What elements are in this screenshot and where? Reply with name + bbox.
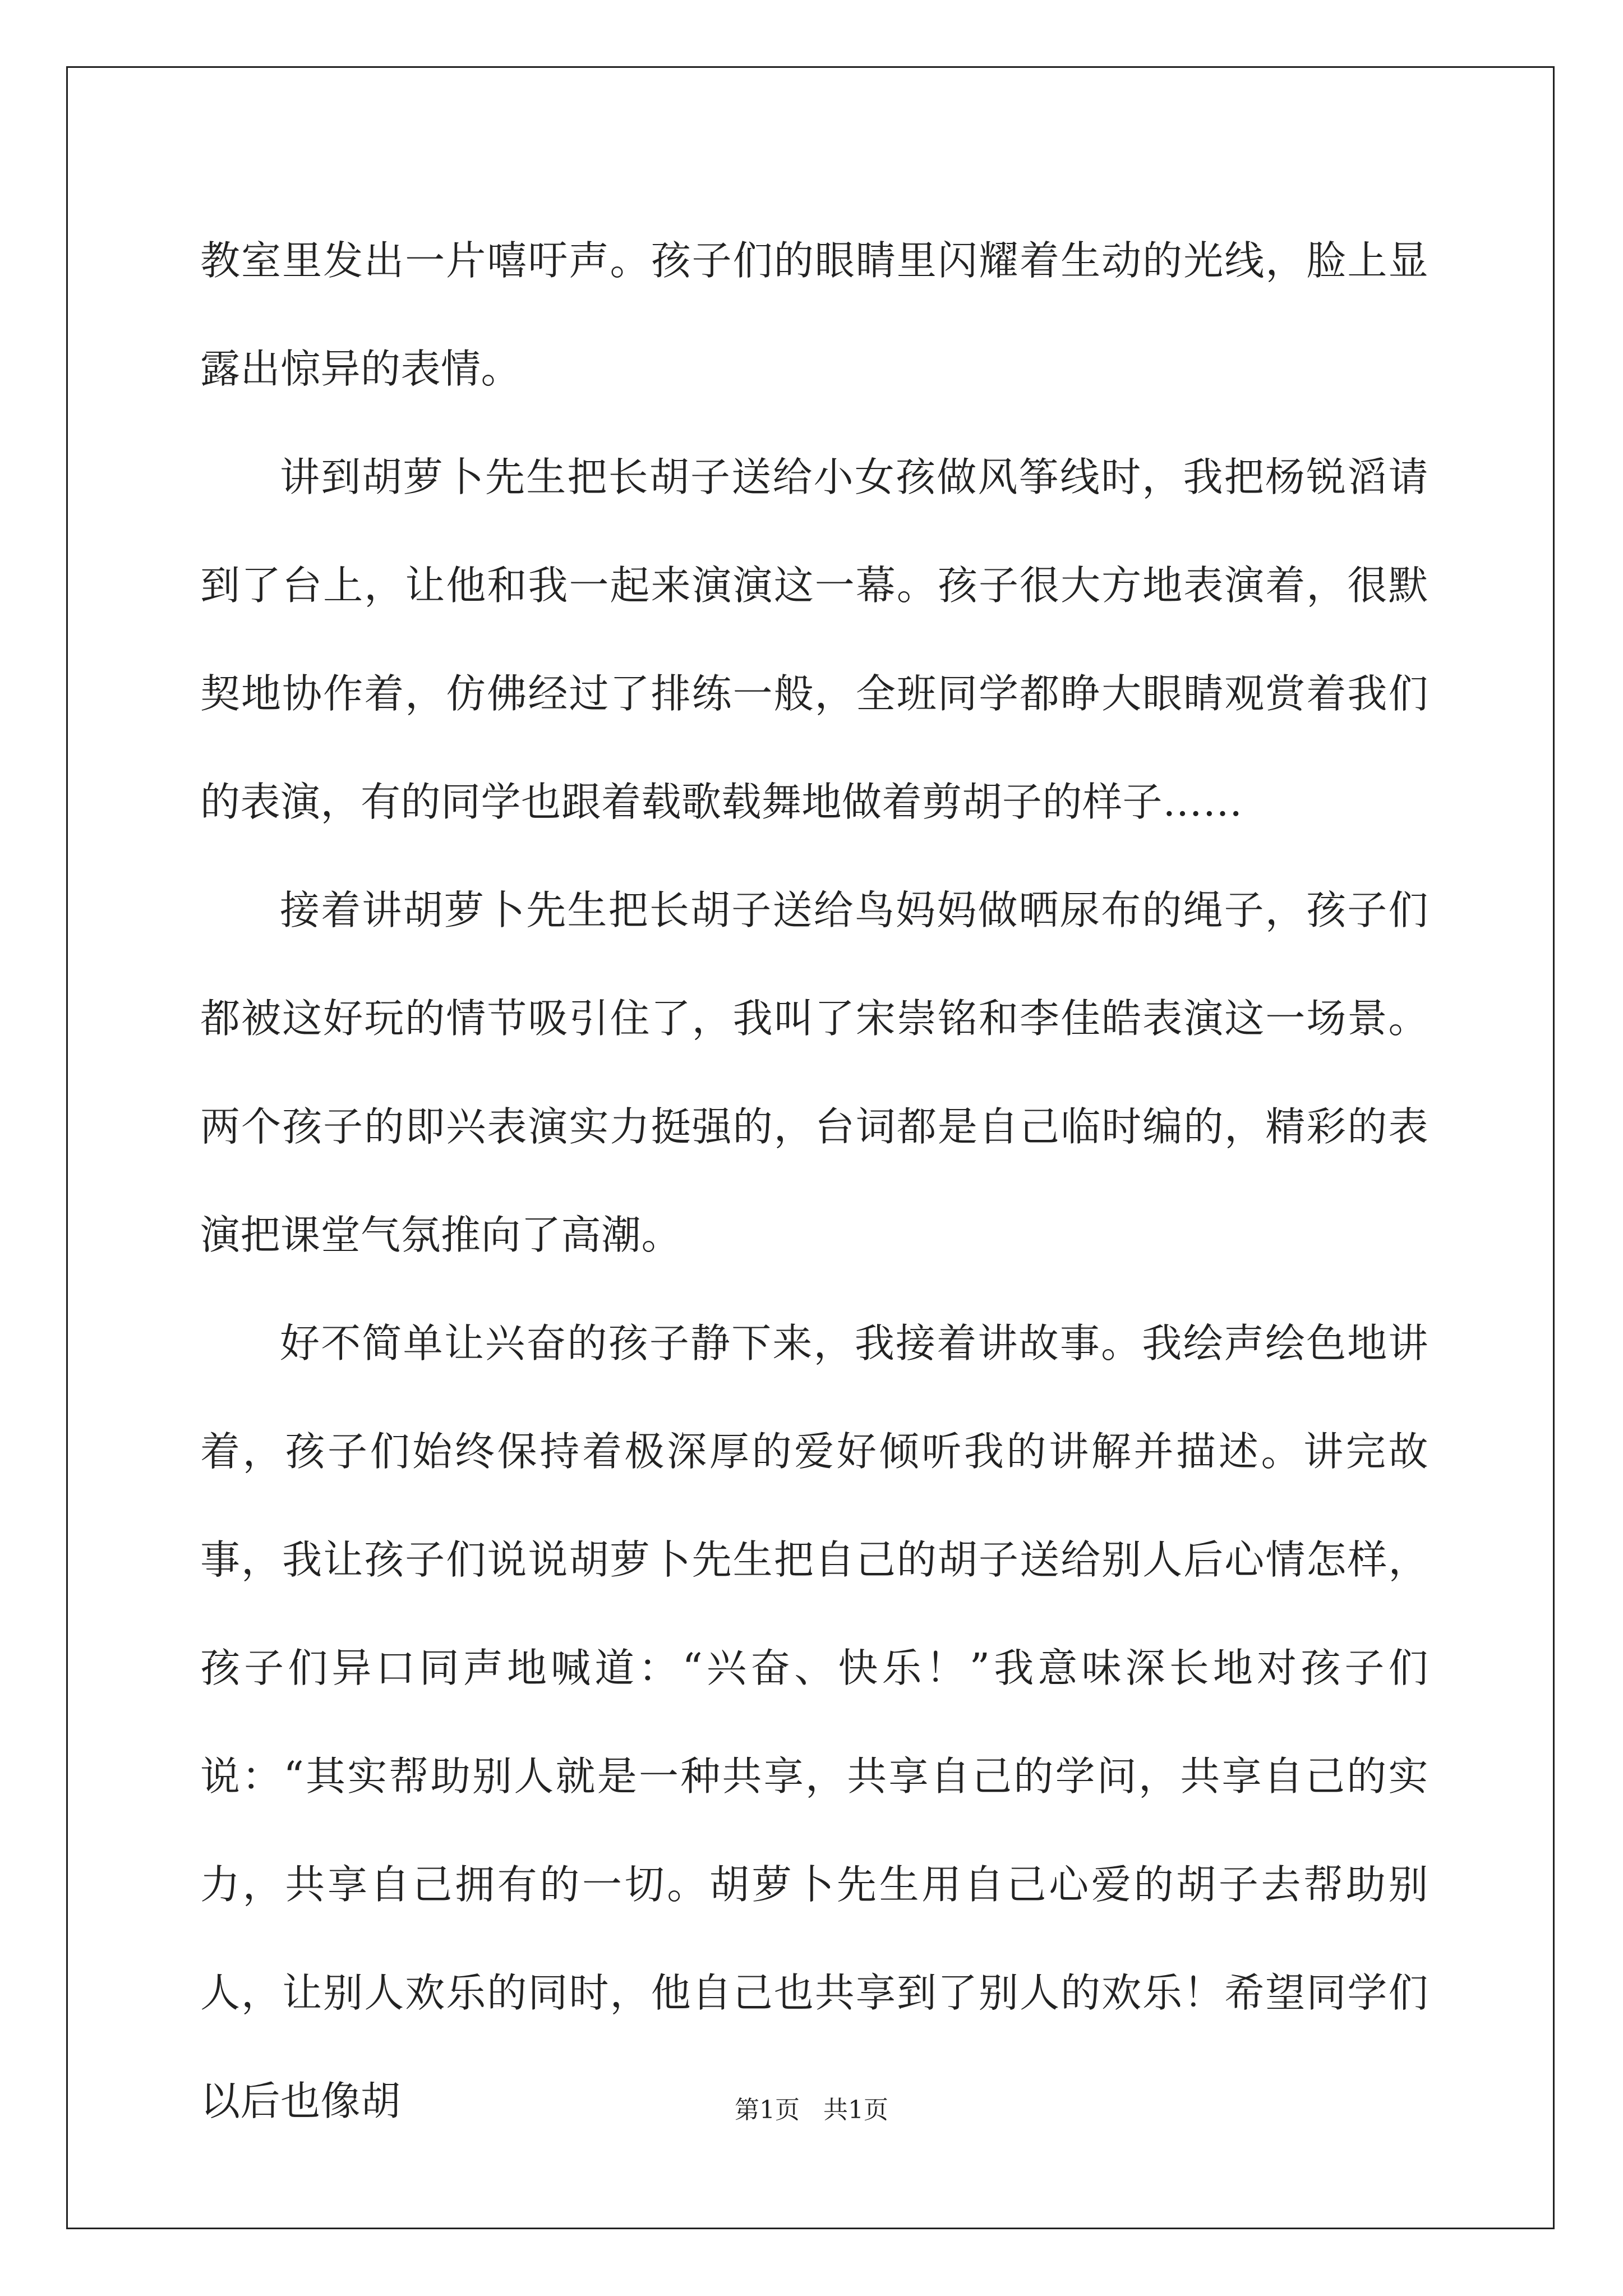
paragraph-3: 接着讲胡萝卜先生把长胡子送给鸟妈妈做晒尿布的绳子，孩子们都被这好玩的情节吸引住了，我叫了宋崇铭和李佳皓表演这一场景。两个孩子的即兴表演实力挺强的，台词都是自己临时编的，精彩的表演把课堂气氛推向了高潮。 [200, 887, 1428, 1258]
page-footer: 第1页 共1页 [735, 2096, 888, 2124]
paragraph-1: 教室里发出一片嘻吁声。孩子们的眼睛里闪耀着生动的光线，脸上显露出惊异的表情。 [200, 237, 1428, 392]
paragraph-2: 讲到胡萝卜先生把长胡子送给小女孩做风筝线时，我把杨锐滔请到了台上，让他和我一起来演演这一幕。孩子很大方地表演着，很默契地协作着，仿佛经过了排练一般，全班同学都睁大眼睛观赏着我们的表演，有的同学也跟着载歌载舞地做着剪胡子的样子…… [200, 454, 1428, 825]
document-body [200, 206, 1428, 2155]
paragraph-4: 好不简单让兴奋的孩子静下来，我接着讲故事。我绘声绘色地讲着，孩子们始终保持着极深厚的爱好倾听我的讲解并描述。讲完故事，我让孩子们说说胡萝卜先生把自己的胡子送给别人后心情怎样，孩子们异口同声地喊道：“兴奋、快乐！”我意味深长地对孩子们说：“其实帮助别人就是一种共享，共享自己的学问，共享自己的实力，共享自己拥有的一切。胡萝卜先生用自己心爱的胡子去帮助别人，让别人欢乐的同时，他自己也共享到了别人的欢乐！希望同学们以后也像胡 [200, 1320, 1428, 2124]
